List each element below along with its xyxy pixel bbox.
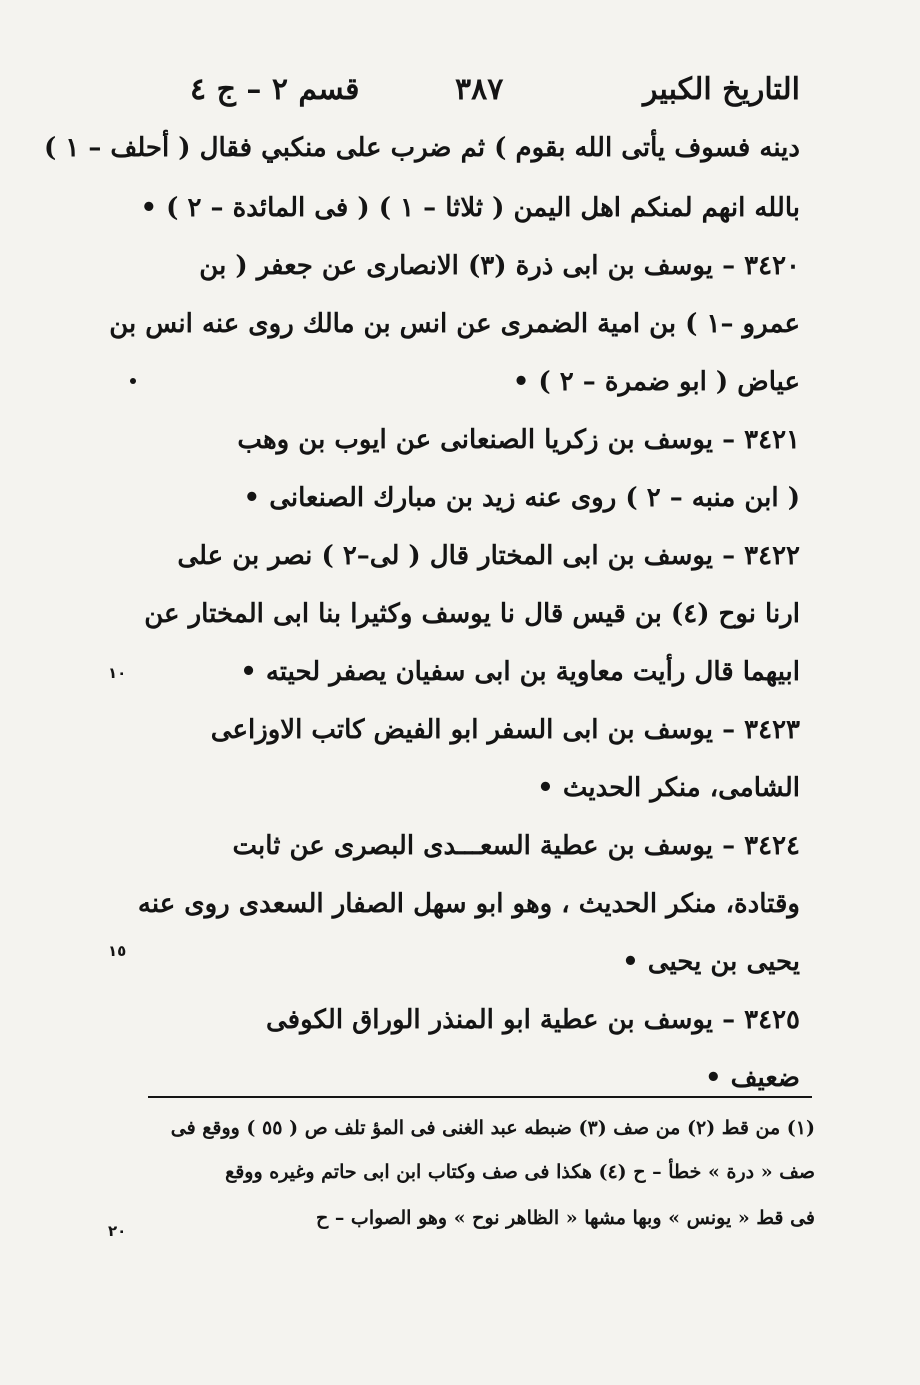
entry-3424-line: ٣٤٢٤ – يوسف بن عطية السعـــدى البصرى عن ثابت xyxy=(232,831,800,861)
margin-line-number: ١٥ xyxy=(108,942,127,960)
text-line: ارنا نوح (٤) بن قيس قال نا يوسف وكثيرا بنا ابى المختار عن xyxy=(144,599,800,629)
footnote-line: صف « درة » خطأ – ح (٤) هكذا فى صف وكتاب ابن ابى حاتم وغيره ووقع xyxy=(225,1161,815,1183)
footnote-line: (١) من قط (٢) من صف (٣) ضبطه عبد الغنى فى المؤ تلف ص ( ٥٥ ) ووقع فى xyxy=(170,1117,815,1139)
entry-3423-line: ٣٤٢٣ – يوسف بن ابى السفر ابو الفيض كاتب الاوزاعى xyxy=(210,715,800,745)
text-line: بالله انهم لمنكم اهل اليمن ( ثلاثا – ١ ) ( فى المائدة – ٢ ) • xyxy=(140,193,800,223)
text-line: الشامى، منكر الحديث • xyxy=(537,773,800,803)
text-line: ابيهما قال رأيت معاوية بن ابى سفيان يصفر لحيته • xyxy=(240,657,800,687)
entry-3420-line: ٣٤٢٠ – يوسف بن ابى ذرة (٣) الانصارى عن جعفر ( بن xyxy=(199,251,800,281)
text-line: وقتادة، منكر الحديث ، وهو ابو سهل الصفار السعدى روى عنه xyxy=(137,889,800,919)
text-line: دينه فسوف يأتى الله بقوم ) ثم ضرب على منكبي فقال ( أحلف – ١ ) xyxy=(43,133,800,163)
running-header xyxy=(170,72,800,122)
text-line: عياض ( ابو ضمرة – ٢ ) • xyxy=(512,367,800,397)
volume-label: قسم ٢ – ج ٤ xyxy=(190,72,360,107)
text-line: ( ابن منبه – ٢ ) روى عنه زيد بن مبارك الصنعانى • xyxy=(243,483,800,513)
margin-line-number: ٢٠ xyxy=(108,1222,127,1240)
text-line: يحيى بن يحيى • xyxy=(622,947,800,977)
book-title: التاريخ الكبير xyxy=(642,72,800,107)
text-line: ضعيف • xyxy=(704,1063,800,1093)
footnote-line: فى قط « يونس » وبها مشها « الظاهر نوح » وهو الصواب – ح xyxy=(315,1207,815,1229)
footnote-divider xyxy=(148,1096,812,1098)
margin-mark xyxy=(130,378,136,384)
page-number: ٣٨٧ xyxy=(455,72,504,107)
margin-line-number: ١٠ xyxy=(108,664,127,682)
entry-3425-line: ٣٤٢٥ – يوسف بن عطية ابو المنذر الوراق الكوفى xyxy=(266,1005,800,1035)
text-line: عمرو –١ ) بن امية الضمرى عن انس بن مالك روى عنه انس بن xyxy=(109,309,800,339)
entry-3422-line: ٣٤٢٢ – يوسف بن ابى المختار قال ( لى–٢ ) نصر بن على xyxy=(177,541,800,571)
entry-3421-line: ٣٤٢١ – يوسف بن زكريا الصنعانى عن ايوب بن وهب xyxy=(237,425,800,455)
